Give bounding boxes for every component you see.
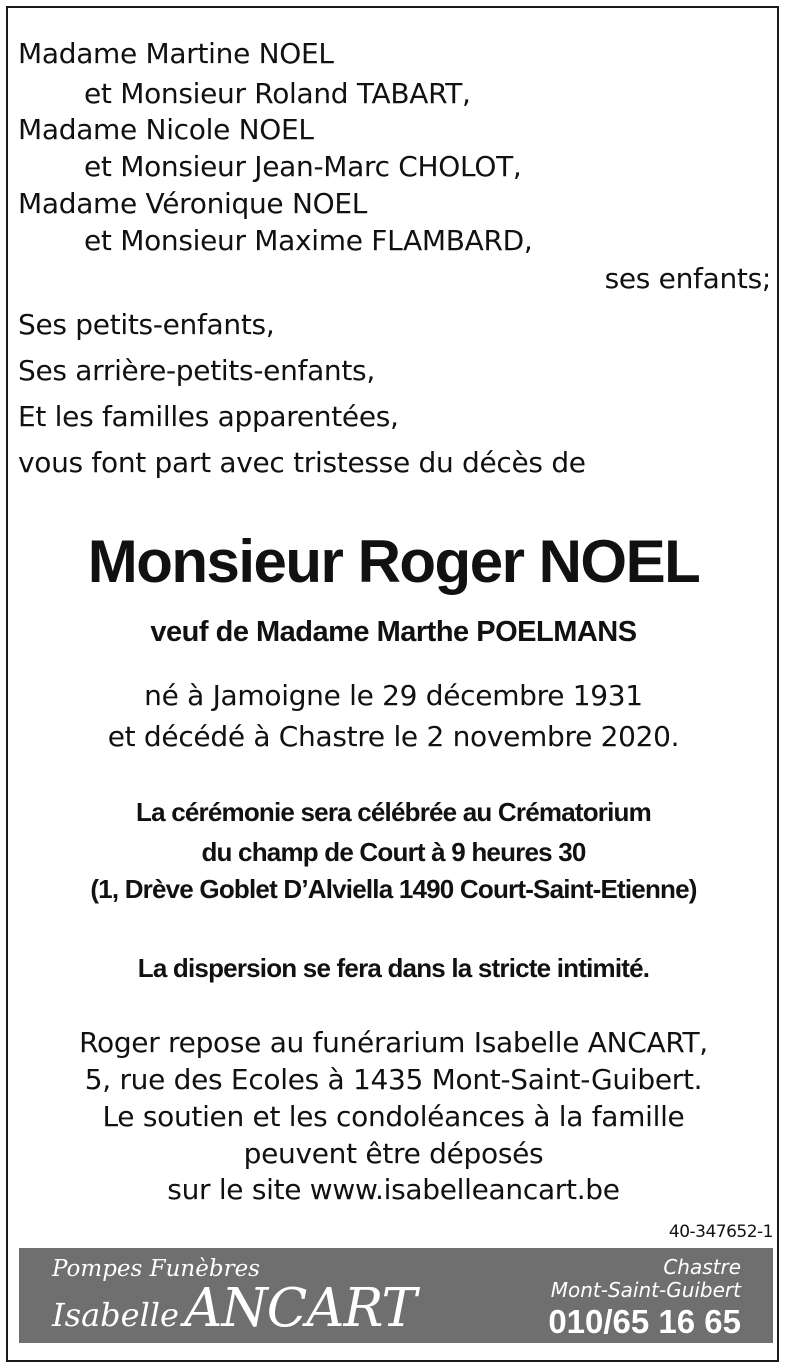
reference-number: 40-347652-1	[668, 1222, 773, 1242]
family-line: et Monsieur Jean-Marc CHOLOT,	[84, 150, 522, 183]
relatives-line: Et les familles apparentées,	[18, 400, 399, 433]
repose-line: peuvent être déposés	[243, 1137, 544, 1170]
repose-line: 5, rue des Ecoles à 1435 Mont-Saint-Guibert.	[84, 1063, 703, 1096]
family-line: Madame Martine NOEL	[18, 37, 334, 70]
funeral-home-contact	[548, 1256, 741, 1341]
funeral-home-city: Mont-Saint-Guibert	[550, 1278, 741, 1302]
relatives-line: Ses petits-enfants,	[18, 308, 275, 341]
announcement-line: vous font part avec tristesse du décès de	[18, 446, 586, 479]
widow-of: veuf de Madame Marthe POELMANS	[150, 616, 637, 648]
children-label: ses enfants;	[604, 262, 771, 295]
funeral-home-label: Pompes Funèbres	[52, 1256, 260, 1282]
relatives-line: Ses arrière-petits-enfants,	[18, 354, 375, 387]
deceased-name: Monsieur Roger NOEL	[87, 528, 700, 595]
funeral-home-first-name: Isabelle	[52, 1296, 179, 1334]
family-line: et Monsieur Maxime FLAMBARD,	[84, 224, 533, 257]
repose-line: Roger repose au funérarium Isabelle ANCART,	[79, 1026, 708, 1059]
repose-line: Le soutien et les condoléances à la famille	[102, 1100, 685, 1133]
funeral-home-name	[52, 1278, 416, 1339]
funeral-home-phone: 010/65 16 65	[548, 1303, 741, 1340]
ceremony-address: (1, Drève Goblet D’Alviella 1490 Court-Saint-Etienne)	[90, 874, 697, 904]
funeral-home-banner	[19, 1248, 773, 1343]
dispersion-line: La dispersion se fera dans la stricte intimité.	[137, 953, 650, 983]
family-line: Madame Nicole NOEL	[18, 113, 314, 146]
ceremony-line: du champ de Court à 9 heures 30	[201, 837, 586, 867]
funeral-home-city: Chastre	[663, 1255, 741, 1279]
website-line: sur le site www.isabelleancart.be	[167, 1173, 620, 1206]
family-line: Madame Véronique NOEL	[18, 187, 368, 220]
birth-line: né à Jamoigne le 29 décembre 1931	[144, 679, 643, 712]
funeral-home-last-name: ANCART	[184, 1278, 416, 1339]
ceremony-line: La cérémonie sera célébrée au Crématorium	[136, 797, 651, 827]
death-line: et décédé à Chastre le 2 novembre 2020.	[107, 720, 680, 753]
family-line: et Monsieur Roland TABART,	[84, 77, 471, 110]
